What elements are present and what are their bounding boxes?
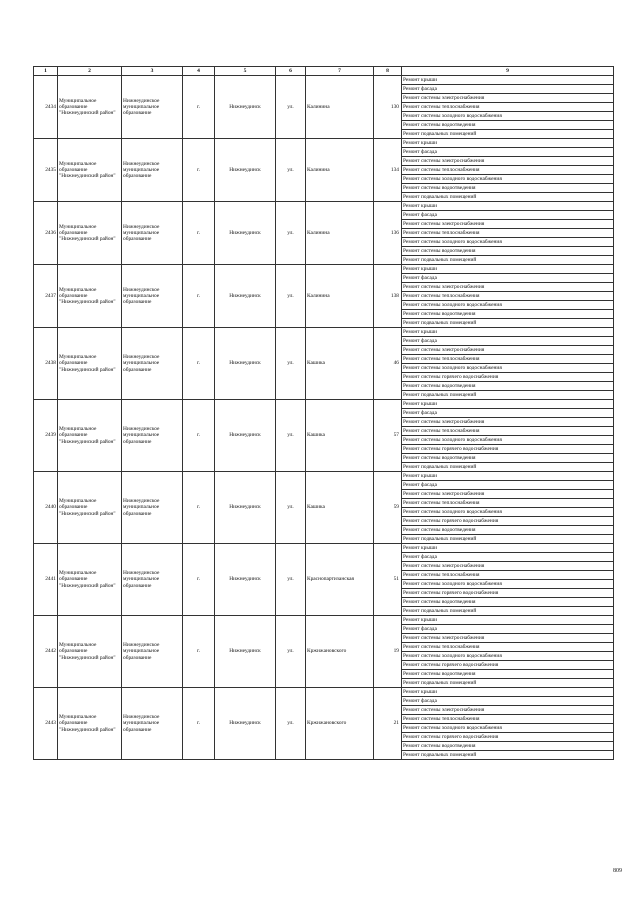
repair-work-item: Ремонт системы холодного водоснабжения [402,364,614,373]
municipal-district: Муниципальное образование "Нижнеудинский район" [58,265,122,328]
municipal-entity: Нижнеудинское муниципальное образование [122,139,183,202]
record-id: 2441 [34,544,58,616]
column-header: 9 [402,67,614,76]
repair-work-item: Ремонт фасада [402,553,614,562]
locality-type: г. [183,202,215,265]
locality-type: г. [183,139,215,202]
record-id: 2437 [34,265,58,328]
repair-work-item: Ремонт системы холодного водоснабжения [402,175,614,184]
house-number: 138 [374,265,402,328]
municipal-entity: Нижнеудинское муниципальное образование [122,544,183,616]
locality-name: Нижнеудинск [215,688,276,760]
record-id: 2439 [34,400,58,472]
repair-work-item: Ремонт системы теплоснабжения [402,499,614,508]
repair-work-item: Ремонт системы теплоснабжения [402,292,614,301]
repair-work-item: Ремонт системы теплоснабжения [402,355,614,364]
repair-work-item: Ремонт подвальных помещений [402,535,614,544]
repair-work-item: Ремонт крыши [402,265,614,274]
repair-work-item: Ремонт подвальных помещений [402,607,614,616]
locality-name: Нижнеудинск [215,400,276,472]
locality-type: г. [183,616,215,688]
column-header: 1 [34,67,58,76]
repair-work-item: Ремонт системы водоотведения [402,526,614,535]
municipal-district: Муниципальное образование "Нижнеудинский район" [58,616,122,688]
street-type: ул. [276,139,306,202]
municipal-district: Муниципальное образование "Нижнеудинский район" [58,139,122,202]
repair-work-item: Ремонт системы горячего водоснабжения [402,373,614,382]
municipal-district: Муниципальное образование "Нижнеудинский район" [58,544,122,616]
house-number: 21 [374,688,402,760]
record-id: 2438 [34,328,58,400]
locality-type: г. [183,688,215,760]
locality-name: Нижнеудинск [215,139,276,202]
street-type: ул. [276,400,306,472]
repair-work-item: Ремонт подвальных помещений [402,751,614,760]
municipal-entity: Нижнеудинское муниципальное образование [122,265,183,328]
repair-work-item: Ремонт системы электроснабжения [402,562,614,571]
repair-work-item: Ремонт системы электроснабжения [402,634,614,643]
repair-work-item: Ремонт крыши [402,76,614,85]
repair-work-item: Ремонт фасада [402,409,614,418]
table-row [34,616,614,625]
table-row [34,472,614,481]
repair-work-item: Ремонт фасада [402,337,614,346]
column-header: 3 [122,67,183,76]
locality-name: Нижнеудинск [215,202,276,265]
repair-work-item: Ремонт системы электроснабжения [402,94,614,103]
table-row [34,139,614,148]
repair-work-item: Ремонт системы горячего водоснабжения [402,733,614,742]
repair-work-item: Ремонт системы электроснабжения [402,706,614,715]
repair-work-item: Ремонт подвальных помещений [402,319,614,328]
repair-work-item: Ремонт системы электроснабжения [402,157,614,166]
repair-work-item: Ремонт системы водоотведения [402,310,614,319]
house-number: 51 [374,544,402,616]
repair-work-item: Ремонт системы холодного водоснабжения [402,112,614,121]
repair-work-item: Ремонт фасада [402,625,614,634]
street-name: Калинина [306,139,374,202]
repair-work-item: Ремонт системы теплоснабжения [402,103,614,112]
column-header: 6 [276,67,306,76]
locality-name: Нижнеудинск [215,328,276,400]
repair-program-table [33,66,614,760]
repair-work-item: Ремонт системы холодного водоснабжения [402,238,614,247]
repair-work-item: Ремонт системы горячего водоснабжения [402,661,614,670]
street-name: Калинина [306,76,374,139]
repair-work-item: Ремонт системы холодного водоснабжения [402,724,614,733]
street-type: ул. [276,202,306,265]
table-row [34,544,614,553]
repair-work-item: Ремонт крыши [402,472,614,481]
column-header: 7 [306,67,374,76]
repair-work-item: Ремонт системы холодного водоснабжения [402,301,614,310]
street-name: Кржижановского [306,688,374,760]
street-type: ул. [276,265,306,328]
locality-type: г. [183,76,215,139]
municipal-district: Муниципальное образование "Нижнеудинский район" [58,688,122,760]
repair-work-item: Ремонт системы водоотведения [402,742,614,751]
locality-name: Нижнеудинск [215,472,276,544]
municipal-district: Муниципальное образование "Нижнеудинский район" [58,76,122,139]
column-header: 4 [183,67,215,76]
locality-type: г. [183,544,215,616]
municipal-district: Муниципальное образование "Нижнеудинский район" [58,472,122,544]
repair-work-item: Ремонт системы теплоснабжения [402,229,614,238]
repair-work-item: Ремонт подвальных помещений [402,463,614,472]
record-id: 2434 [34,76,58,139]
locality-type: г. [183,265,215,328]
locality-name: Нижнеудинск [215,616,276,688]
municipal-entity: Нижнеудинское муниципальное образование [122,616,183,688]
house-number: 134 [374,139,402,202]
column-number-header-row [34,67,614,76]
house-number: 57 [374,400,402,472]
repair-work-item: Ремонт системы теплоснабжения [402,166,614,175]
repair-work-item: Ремонт системы горячего водоснабжения [402,517,614,526]
street-type: ул. [276,76,306,139]
repair-work-item: Ремонт подвальных помещений [402,679,614,688]
street-name: Калинина [306,265,374,328]
street-name: Кашика [306,328,374,400]
record-id: 2440 [34,472,58,544]
repair-work-item: Ремонт системы теплоснабжения [402,715,614,724]
repair-work-item: Ремонт системы электроснабжения [402,346,614,355]
repair-work-item: Ремонт системы теплоснабжения [402,571,614,580]
repair-work-item: Ремонт системы электроснабжения [402,418,614,427]
repair-work-item: Ремонт фасада [402,211,614,220]
house-number: 136 [374,202,402,265]
repair-work-item: Ремонт системы водоотведения [402,454,614,463]
repair-work-item: Ремонт подвальных помещений [402,130,614,139]
municipal-entity: Нижнеудинское муниципальное образование [122,202,183,265]
repair-work-item: Ремонт фасада [402,481,614,490]
table-body [34,76,614,760]
street-type: ул. [276,472,306,544]
locality-name: Нижнеудинск [215,265,276,328]
street-type: ул. [276,328,306,400]
repair-work-item: Ремонт подвальных помещений [402,256,614,265]
repair-work-item: Ремонт системы водоотведения [402,382,614,391]
repair-work-item: Ремонт системы горячего водоснабжения [402,445,614,454]
repair-work-item: Ремонт крыши [402,139,614,148]
repair-work-item: Ремонт системы холодного водоснабжения [402,652,614,661]
repair-work-item: Ремонт системы электроснабжения [402,283,614,292]
house-number: 46 [374,328,402,400]
repair-work-item: Ремонт системы электроснабжения [402,490,614,499]
record-id: 2436 [34,202,58,265]
repair-work-item: Ремонт крыши [402,328,614,337]
repair-work-item: Ремонт подвальных помещений [402,193,614,202]
repair-work-item: Ремонт фасада [402,697,614,706]
house-number: 19 [374,616,402,688]
repair-work-item: Ремонт системы водоотведения [402,247,614,256]
table-row [34,328,614,337]
repair-work-item: Ремонт крыши [402,400,614,409]
table-row [34,400,614,409]
street-name: Кржижановского [306,616,374,688]
repair-work-item: Ремонт системы теплоснабжения [402,427,614,436]
repair-work-item: Ремонт системы электроснабжения [402,220,614,229]
repair-work-item: Ремонт фасада [402,274,614,283]
repair-work-item: Ремонт крыши [402,202,614,211]
table-row [34,76,614,85]
repair-work-item: Ремонт системы водоотведения [402,184,614,193]
repair-work-item: Ремонт крыши [402,616,614,625]
municipal-district: Муниципальное образование "Нижнеудинский район" [58,202,122,265]
locality-name: Нижнеудинск [215,544,276,616]
house-number: 59 [374,472,402,544]
street-type: ул. [276,616,306,688]
repair-work-item: Ремонт системы теплоснабжения [402,643,614,652]
column-header: 8 [374,67,402,76]
table-row [34,688,614,697]
municipal-district: Муниципальное образование "Нижнеудинский район" [58,328,122,400]
table-row [34,202,614,211]
municipal-entity: Нижнеудинское муниципальное образование [122,400,183,472]
locality-name: Нижнеудинск [215,76,276,139]
page-number: 809 [613,868,622,874]
column-header: 5 [215,67,276,76]
municipal-entity: Нижнеудинское муниципальное образование [122,472,183,544]
municipal-district: Муниципальное образование "Нижнеудинский район" [58,400,122,472]
repair-work-item: Ремонт системы холодного водоснабжения [402,580,614,589]
street-name: Кашика [306,472,374,544]
locality-type: г. [183,400,215,472]
house-number: 130 [374,76,402,139]
record-id: 2435 [34,139,58,202]
repair-work-item: Ремонт системы водоотведения [402,598,614,607]
column-header: 2 [58,67,122,76]
repair-work-item: Ремонт системы холодного водоснабжения [402,508,614,517]
repair-work-item: Ремонт крыши [402,688,614,697]
street-name: Кашика [306,400,374,472]
municipal-entity: Нижнеудинское муниципальное образование [122,328,183,400]
municipal-entity: Нижнеудинское муниципальное образование [122,688,183,760]
municipal-entity: Нижнеудинское муниципальное образование [122,76,183,139]
repair-work-item: Ремонт подвальных помещений [402,391,614,400]
locality-type: г. [183,328,215,400]
table-row [34,265,614,274]
street-type: ул. [276,544,306,616]
repair-work-item: Ремонт системы горячего водоснабжения [402,589,614,598]
repair-work-item: Ремонт крыши [402,544,614,553]
street-type: ул. [276,688,306,760]
repair-work-item: Ремонт системы водоотведения [402,670,614,679]
repair-work-item: Ремонт системы холодного водоснабжения [402,436,614,445]
street-name: Калинина [306,202,374,265]
repair-work-item: Ремонт фасада [402,148,614,157]
repair-work-item: Ремонт фасада [402,85,614,94]
locality-type: г. [183,472,215,544]
record-id: 2443 [34,688,58,760]
record-id: 2442 [34,616,58,688]
repair-work-item: Ремонт системы водоотведения [402,121,614,130]
street-name: Краснопартизанская [306,544,374,616]
